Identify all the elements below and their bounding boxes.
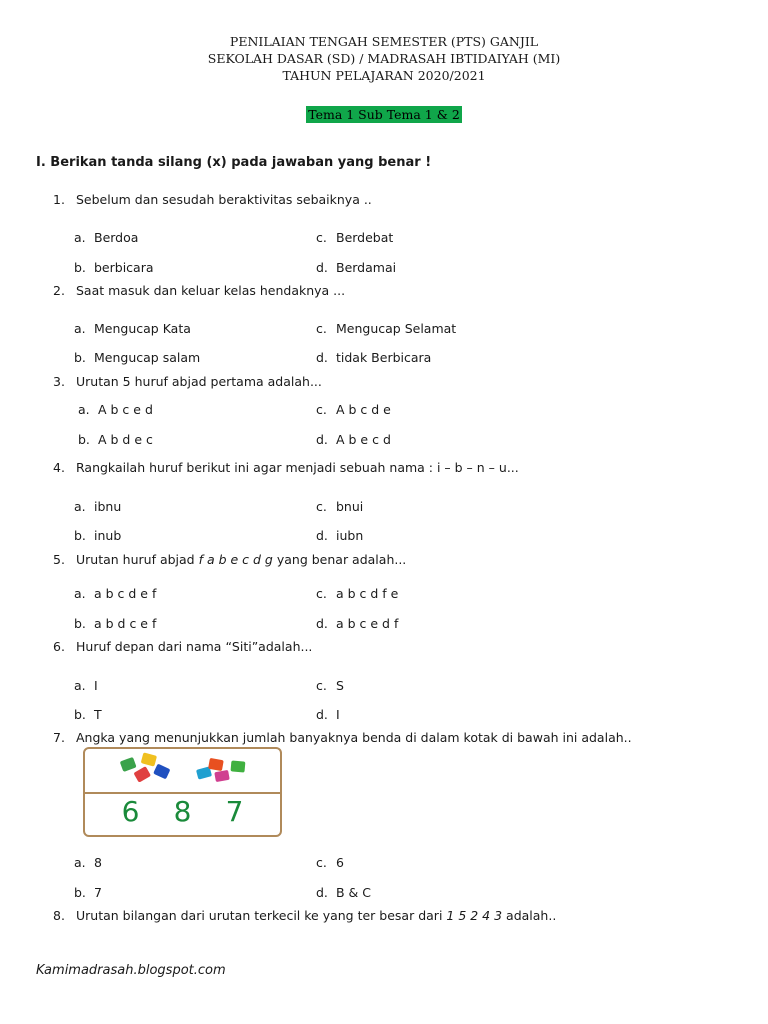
option-c: c. A b c d e: [316, 402, 391, 417]
question-6: 6. Huruf depan dari nama “Siti”adalah...: [53, 639, 313, 654]
option-a: a. a b c d e f: [74, 586, 157, 601]
sharpener-icon: [120, 752, 246, 782]
option-d: d. iubn: [316, 528, 364, 543]
option-d: d. I: [316, 707, 340, 722]
option-b: b. Mengucap salam: [74, 350, 201, 365]
picture-number: 7: [225, 795, 244, 828]
counting-picture-box: [83, 747, 282, 837]
header-school: SEKOLAH DASAR (SD) / MADRASAH IBTIDAIYAH (MI): [207, 51, 561, 66]
option-a: a. A b c e d: [78, 402, 153, 417]
option-c: c. Berdebat: [316, 230, 394, 245]
question-text: Rangkailah huruf berikut ini agar menjadi sebuah nama : i – b – n – u...: [76, 460, 519, 475]
option-b: b. A b d e c: [78, 432, 153, 447]
question-1: 1. Sebelum dan sesudah beraktivitas sebaiknya ..: [53, 192, 372, 207]
option-d: d. Berdamai: [316, 260, 397, 275]
option-a: a. Berdoa: [74, 230, 139, 245]
header-title: PENILAIAN TENGAH SEMESTER (PTS) GANJIL: [229, 34, 539, 49]
option-d: d. tidak Berbicara: [316, 350, 432, 365]
option-d: d. a b c e d f: [316, 616, 399, 631]
question-text: Huruf depan dari nama “Siti”adalah...: [76, 639, 313, 654]
section-instruction: I. Berikan tanda silang (x) pada jawaban yang benar !: [36, 155, 432, 170]
option-c: c. Mengucap Selamat: [316, 321, 457, 336]
document-header: [0, 33, 768, 84]
question-2: 2. Saat masuk dan keluar kelas hendaknya ...: [53, 283, 346, 298]
pencil-sharpeners-illustration: [85, 749, 280, 792]
question-7: 7. Angka yang menunjukkan jumlah banyaknya benda di dalam kotak di bawah ini adalah..: [53, 730, 632, 745]
option-a: a. I: [74, 678, 98, 693]
option-c: c. 6: [316, 855, 344, 870]
option-b: b. 7: [74, 885, 102, 900]
question-text: Sebelum dan sesudah beraktivitas sebaiknya ..: [76, 192, 372, 207]
header-year: TAHUN PELAJARAN 2020/2021: [282, 68, 486, 83]
option-a: a. Mengucap Kata: [74, 321, 191, 336]
picture-number: 8: [173, 795, 192, 828]
footer-site: Kamimadrasah.blogspot.com: [36, 963, 226, 978]
question-text: Urutan 5 huruf abjad pertama adalah...: [76, 374, 322, 389]
option-a: a. 8: [74, 855, 102, 870]
option-d: d. A b e c d: [316, 432, 391, 447]
picture-number: 6: [121, 795, 140, 828]
question-5: 5. Urutan huruf abjad f a b e c d g yang benar adalah...: [53, 552, 407, 567]
question-8: 8. Urutan bilangan dari urutan terkecil ke yang ter besar dari 1 5 2 4 3 adalah..: [53, 908, 557, 923]
option-b: b. inub: [74, 528, 122, 543]
tema-highlight: Tema 1 Sub Tema 1 & 2: [308, 107, 460, 122]
question-text: Angka yang menunjukkan jumlah banyaknya benda di dalam kotak di bawah ini adalah..: [76, 730, 632, 745]
question-3: 3. Urutan 5 huruf abjad pertama adalah...: [53, 374, 322, 389]
box-divider: [85, 792, 280, 794]
option-b: b. a b d c e f: [74, 616, 157, 631]
question-italic-sequence: f a b e c d g: [198, 552, 273, 567]
question-4: 4. Rangkailah huruf berikut ini agar menjadi sebuah nama : i – b – n – u...: [53, 460, 519, 475]
option-d: d. B & C: [316, 885, 371, 900]
tema-wrapper: [0, 104, 768, 123]
question-text: Saat masuk dan keluar kelas hendaknya ...: [76, 283, 346, 298]
option-b: b. berbicara: [74, 260, 154, 275]
question-italic-sequence: 1 5 2 4 3: [446, 908, 503, 923]
option-c: c. bnui: [316, 499, 364, 514]
option-c: c. S: [316, 678, 344, 693]
option-b: b. T: [74, 707, 102, 722]
picture-numbers: [85, 795, 280, 828]
option-a: a. ibnu: [74, 499, 122, 514]
option-c: c. a b c d f e: [316, 586, 399, 601]
